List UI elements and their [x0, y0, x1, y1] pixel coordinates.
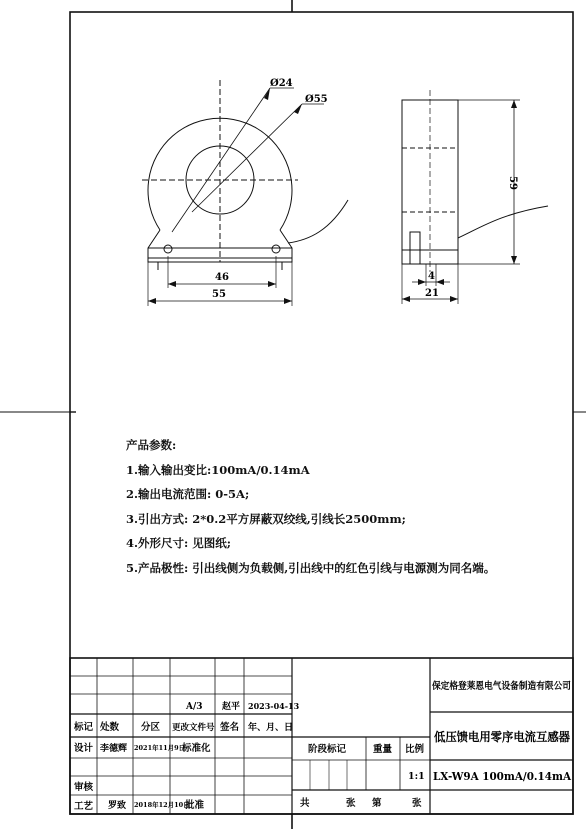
- designer-name: 李德辉: [100, 744, 128, 754]
- company-name: 保定格登莱恩电气设备制造有限公司: [432, 681, 585, 692]
- product-name: 低压馈电用零序电流互感器: [434, 730, 579, 744]
- drafter-name: 赵平: [222, 702, 241, 712]
- sheet-label: 张: [412, 798, 422, 809]
- dim-outer-diameter: Ø55: [305, 94, 328, 105]
- header-change-doc: 更改文件号: [172, 723, 215, 733]
- process-person: 罗致: [108, 801, 127, 811]
- front-view: [142, 80, 348, 306]
- lead-wire: [288, 200, 348, 243]
- dim-inner-diameter: Ø24: [270, 78, 293, 89]
- parameter-item: 2.输出电流范围: 0-5A;: [126, 487, 250, 501]
- review-label: 审核: [74, 782, 94, 793]
- process-date: 2018年12月10日: [134, 801, 190, 809]
- stage-mark-label: 阶段标记: [308, 744, 347, 755]
- parameter-item: 4.外形尺寸: 见图纸;: [126, 536, 231, 550]
- parameter-item: 5.产品极性: 引出线侧为负载侧,引出线中的红色引线与电源测为同名端。: [126, 560, 496, 575]
- parameter-item: 1.输入输出变比:100mA/0.14mA: [126, 462, 310, 477]
- parameter-item: 3.引出方式: 2*0.2平方屏蔽双绞线,引线长2500mm;: [126, 511, 406, 526]
- dim-hole-spacing: 46: [215, 272, 229, 283]
- sheets-label: 张: [346, 798, 356, 809]
- header-mark: 标记: [74, 722, 94, 733]
- header-sign: 签名: [220, 722, 240, 733]
- draft-date: 2023-04-13: [248, 701, 300, 711]
- weight-label: 重量: [373, 744, 393, 755]
- side-view: [402, 90, 548, 304]
- model-number: LX-W9A 100mA/0.14mA: [433, 769, 572, 783]
- product-parameters: [126, 433, 495, 580]
- dim-side-height: 59: [507, 176, 518, 190]
- process-label: 工艺: [74, 801, 94, 812]
- scale-code: A/3: [186, 702, 203, 712]
- dim-lead-offset: 4: [428, 271, 435, 282]
- header-zone: 分区: [141, 722, 161, 733]
- header-date: 年、月、日: [248, 723, 294, 733]
- standardize-label: 标准化: [182, 743, 211, 754]
- ratio-value: 1:1: [408, 771, 425, 782]
- total-label: 共: [300, 798, 310, 809]
- dim-side-thickness: 21: [425, 288, 439, 299]
- approve-label: 批准: [185, 800, 205, 811]
- ratio-label: 比例: [405, 744, 425, 755]
- sheet-no-label: 第: [372, 798, 382, 809]
- dim-base-width: 55: [212, 289, 226, 300]
- left-mount-hole: [164, 245, 172, 253]
- right-mount-hole: [272, 245, 280, 253]
- design-date: 2021年11月9日: [134, 744, 186, 752]
- parameters-title: 产品参数:: [126, 438, 177, 452]
- side-lead-wire: [458, 206, 548, 238]
- design-label: 设计: [74, 743, 94, 754]
- header-count: 处数: [100, 722, 120, 733]
